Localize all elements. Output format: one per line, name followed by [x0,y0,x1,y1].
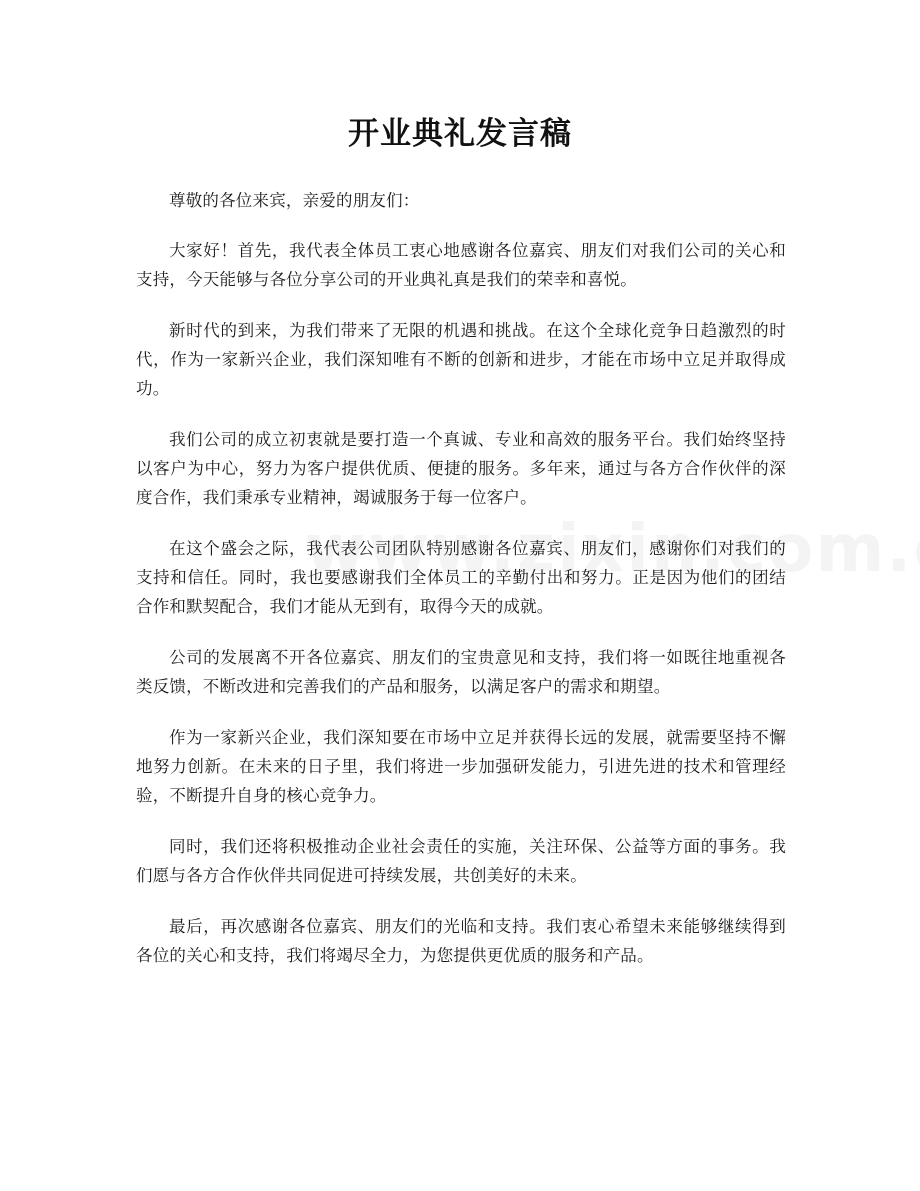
paragraph-innovation: 作为一家新兴企业，我们深知要在市场中立足并获得长远的发展，就需要坚持不懈地努力创新。在未来的日子里，我们将进一步加强研发能力，引进先进的技术和管理经验，不断提升自身的核心竞争力。 [136,728,786,805]
paragraph-social-responsibility: 同时，我们还将积极推动企业社会责任的实施，关注环保、公益等方面的事务。我们愿与各方合作伙伴共同促进可持续发展，共创美好的未来。 [136,837,786,885]
paragraph-feedback: 公司的发展离不开各位嘉宾、朋友们的宝贵意见和支持，我们将一如既往地重视各类反馈，不断改进和完善我们的产品和服务，以满足客户的需求和期望。 [136,648,786,696]
paragraph-greeting: 大家好！首先，我代表全体员工衷心地感谢各位嘉宾、朋友们对我们公司的关心和支持，今天能够与各位分享公司的开业典礼真是我们的荣幸和喜悦。 [136,241,786,289]
paragraph-thanks: 在这个盛会之际，我代表公司团队特别感谢各位嘉宾、朋友们，感谢你们对我们的支持和信任。同时，我也要感谢我们全体员工的辛勤付出和努力。正是因为他们的团结合作和默契配合，我们才能从无到有，取得今天的成就。 [136,539,786,616]
salutation: 尊敬的各位来宾，亲爱的朋友们： [169,191,420,210]
paragraph-new-era: 新时代的到来，为我们带来了无限的机遇和挑战。在这个全球化竞争日趋激烈的时代，作为一家新兴企业，我们深知唯有不断的创新和进步，才能在市场中立足并取得成功。 [136,321,786,398]
document-body [136,186,786,992]
paragraph-company-mission: 我们公司的成立初衷就是要打造一个真诚、专业和高效的服务平台。我们始终坚持以客户为中心，努力为客户提供优质、便捷的服务。多年来，通过与各方合作伙伴的深度合作，我们秉承专业精神，竭诚服务于每一位客户。 [136,430,786,507]
document-title: 开业典礼发言稿 [348,116,572,152]
paragraph-closing: 最后，再次感谢各位嘉宾、朋友们的光临和支持。我们衷心希望未来能够继续得到各位的关心和支持，我们将竭尽全力，为您提供更优质的服务和产品。 [136,917,786,965]
